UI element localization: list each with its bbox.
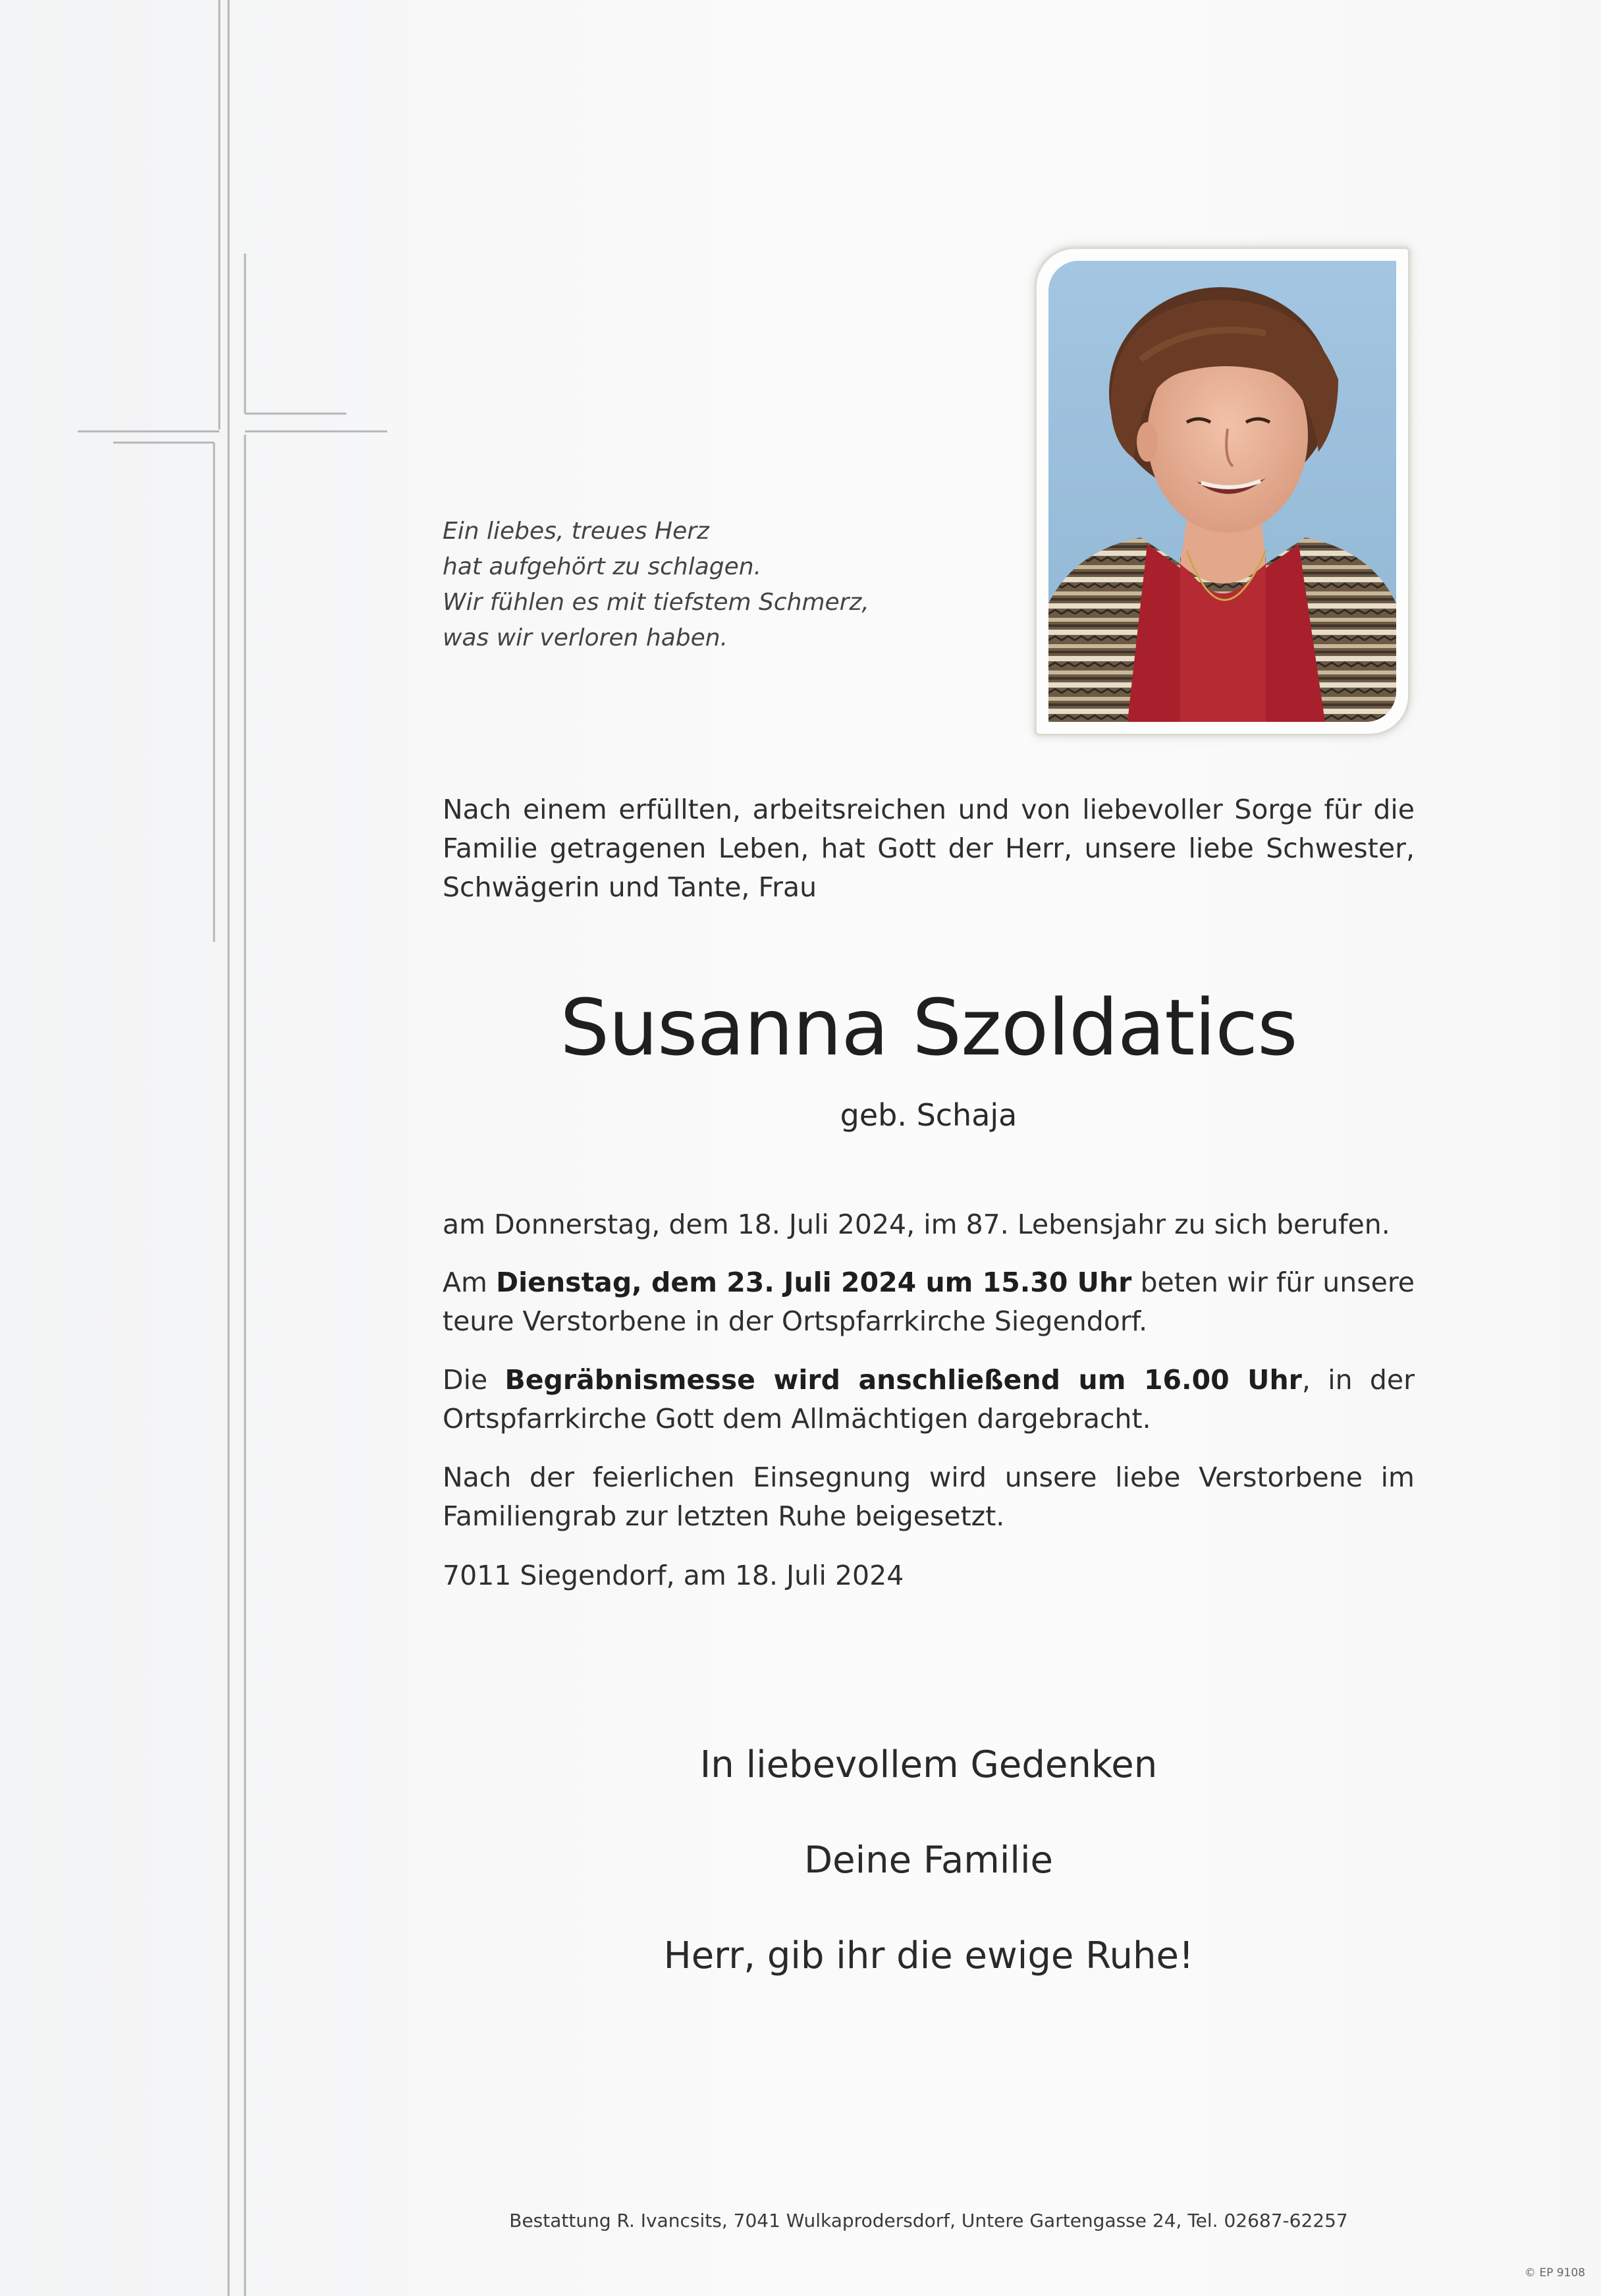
- portrait-photo-frame: [1037, 249, 1408, 734]
- death-notice: am Donnerstag, dem 18. Juli 2024, im 87. Lebensjahr zu sich berufen.: [443, 1209, 1390, 1240]
- print-code: © EP 9108: [1524, 2266, 1585, 2280]
- quote-line: hat aufgehört zu schlagen.: [443, 553, 762, 580]
- portrait-illustration: [1048, 261, 1396, 722]
- closing-family: Deine Familie: [804, 1839, 1053, 1882]
- memorial-quote: [443, 514, 943, 656]
- mass-date-time: Begräbnismesse wird anschließend um 16.00 Uhr: [504, 1364, 1302, 1396]
- closing-prayer: Herr, gib ihr die ewige Ruhe!: [663, 1934, 1194, 1977]
- deceased-name: Susanna Szoldatics: [560, 982, 1297, 1073]
- mass-suffix: , in der Ortspfarrkirche Gott dem Allmächtigen dargebracht.: [443, 1364, 1415, 1435]
- burial-notice: Nach der feierlichen Einsegnung wird unsere liebe Verstorbene im Familiengrab zur letzten Ruhe beigesetzt.: [443, 1462, 1415, 1532]
- place-date: 7011 Siegendorf, am 18. Juli 2024: [443, 1560, 904, 1591]
- prayer-suffix: beten wir für unsere teure Verstorbene in der Ortspfarrkirche Siegendorf.: [443, 1267, 1415, 1337]
- undertaker-footer: Bestattung R. Ivancsits, 7041 Wulkaprodersdorf, Untere Gartengasse 24, Tel. 02687-62257: [509, 2210, 1348, 2231]
- intro-paragraph: Nach einem erfüllten, arbeitsreichen und von liebevoller Sorge für die Familie getragenen Leben, hat Gott der Herr, unsere liebe Schwester, Schwägerin und Tante, Frau: [443, 794, 1415, 903]
- prayer-notice: [443, 1263, 1415, 1341]
- portrait-photo: [1048, 261, 1396, 722]
- quote-line: was wir verloren haben.: [443, 624, 728, 651]
- quote-line: Wir fühlen es mit tiefstem Schmerz,: [443, 589, 869, 616]
- maiden-name: geb. Schaja: [840, 1097, 1018, 1133]
- closing-remembrance: In liebevollem Gedenken: [699, 1743, 1158, 1786]
- quote-line: Ein liebes, treues Herz: [443, 518, 709, 545]
- mass-notice: [443, 1361, 1415, 1438]
- prayer-date-time: Dienstag, dem 23. Juli 2024 um 15.30 Uhr: [496, 1267, 1132, 1298]
- prayer-prefix: Am: [443, 1267, 487, 1298]
- mass-prefix: Die: [443, 1364, 488, 1396]
